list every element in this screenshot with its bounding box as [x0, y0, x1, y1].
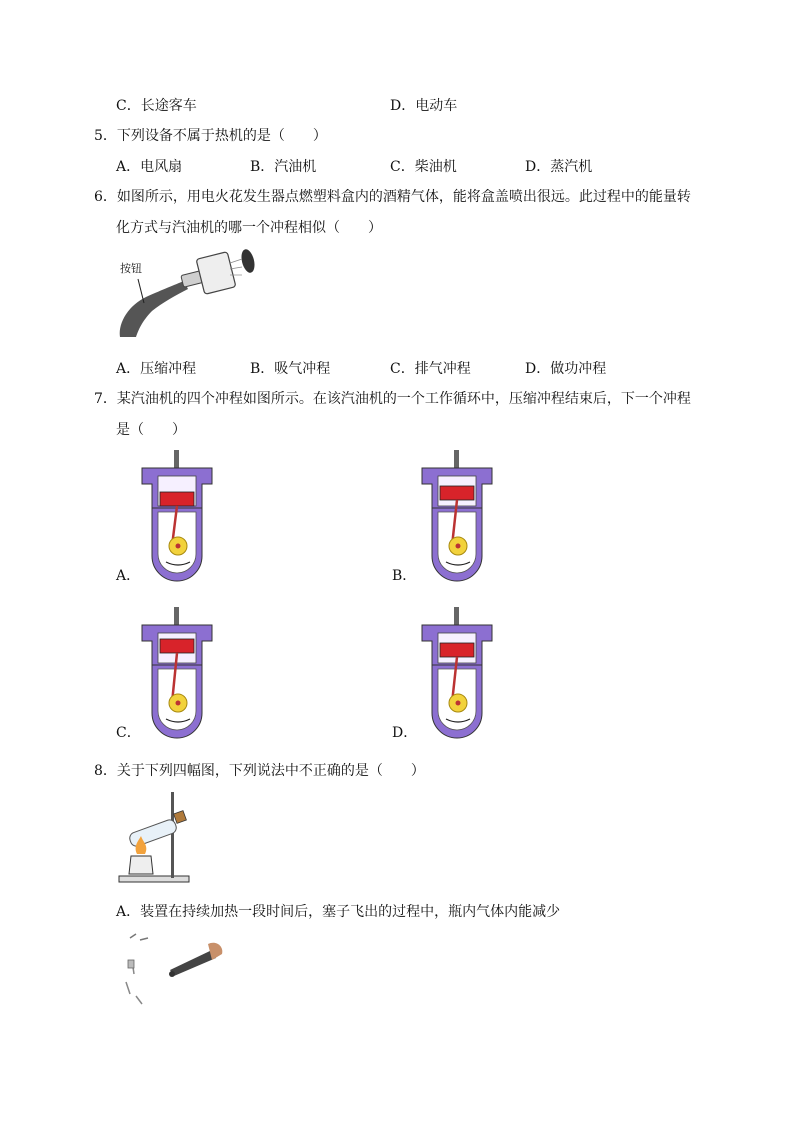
q4-option-d: D．电动车: [390, 98, 458, 114]
q7-stem-line2: 是（ ）: [116, 422, 186, 438]
q6-stem-line2: 化方式与汽油机的哪一个冲程相似（ ）: [116, 220, 382, 236]
spark-plug: [454, 450, 459, 468]
test-tube: [128, 818, 178, 848]
alcohol-lamp: [129, 856, 153, 874]
q6-stem-line1: 6．如图所示，用电火花发生器点燃塑料盒内的酒精气体，能将盒盖喷出很远。此过程中的能量转: [94, 189, 691, 205]
engine-diagram-b: [412, 448, 502, 578]
q7-label-a: A．: [116, 568, 141, 584]
heating-apparatus-figure: [115, 790, 195, 886]
q5-option-a: A．电风扇: [116, 159, 183, 175]
q4-option-c: C．长途客车: [116, 98, 197, 114]
q5-option-b: B．汽油机: [250, 159, 317, 175]
spark-plug: [454, 607, 459, 625]
q6-figure-label: 按钮: [120, 262, 142, 275]
q7-stem-line1: 7．某汽油机的四个冲程如图所示。在该汽油机的一个工作循环中，压缩冲程结束后，下一个冲程: [94, 391, 691, 407]
q6-option-a: A．压缩冲程: [116, 361, 197, 377]
q7-label-b: B．: [392, 568, 417, 584]
spark-plug: [174, 607, 179, 625]
q5-stem: 5．下列设备不属于热机的是（ ）: [94, 128, 327, 144]
stand-rod: [171, 792, 174, 878]
engine-diagram-d: [412, 605, 502, 735]
spark-plug: [174, 450, 179, 468]
q5-option-c: C．柴油机: [390, 159, 457, 175]
q8-stem: 8．关于下列四幅图，下列说法中不正确的是（ ）: [94, 763, 425, 779]
label-pointer-line: [138, 279, 144, 303]
q7-label-d: D．: [392, 725, 418, 741]
stand-base: [119, 876, 189, 882]
piston: [440, 486, 474, 500]
piston: [440, 643, 474, 657]
piston-handle: [170, 950, 216, 976]
spark-generator-figure: [112, 245, 262, 345]
q5-option-d: D．蒸汽机: [525, 159, 593, 175]
generator-handle: [120, 281, 188, 337]
q6-option-b: B．吸气冲程: [250, 361, 331, 377]
plastic-box: [196, 252, 236, 295]
piston: [160, 639, 194, 653]
q7-label-c: C．: [116, 725, 141, 741]
cork-stopper: [174, 811, 187, 824]
q6-option-d: D．做功冲程: [525, 361, 607, 377]
q6-option-c: C．排气冲程: [390, 361, 471, 377]
piston: [160, 492, 194, 506]
engine-diagram-a: [132, 448, 222, 578]
fire-piston-figure: [112, 930, 230, 1010]
box-lid: [239, 248, 256, 274]
engine-diagram-c: [132, 605, 222, 735]
q8-option-a: A．装置在持续加热一段时间后，塞子飞出的过程中，瓶内气体内能减少: [116, 904, 561, 920]
